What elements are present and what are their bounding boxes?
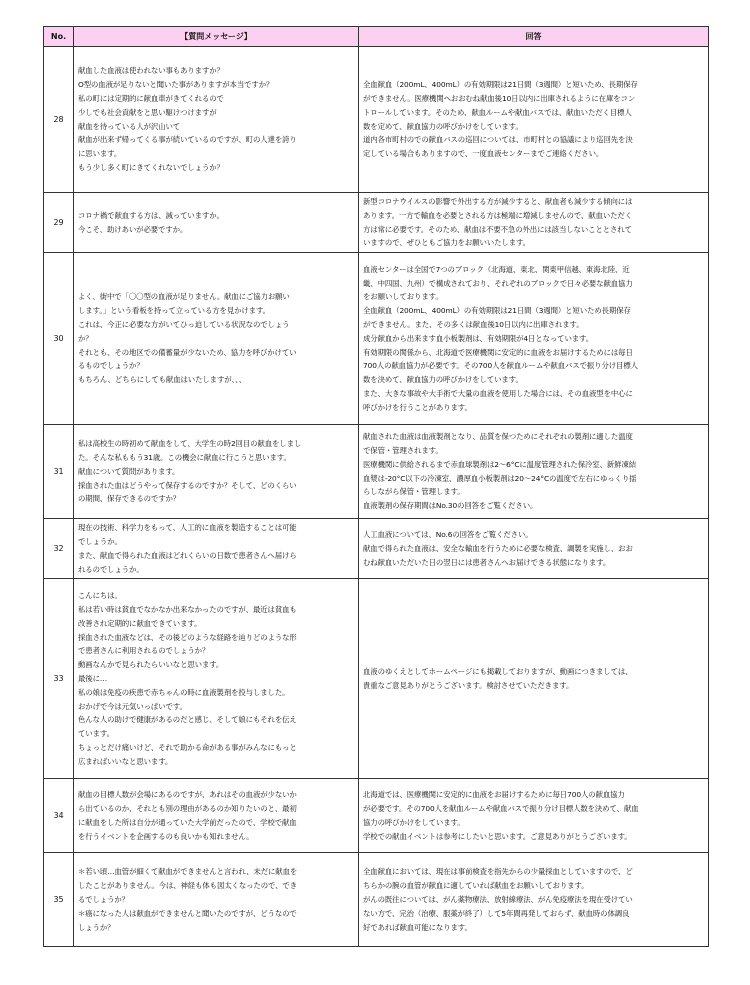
question-line: コロナ禍で献血する方は、減っていますか。 <box>78 210 224 220</box>
answer-line: 血漿は-20°C以下の冷凍室、濃厚血小板製剤は20～24°Cの温度で左右にゆっくり揺 <box>363 473 637 483</box>
answer-cell <box>359 47 709 193</box>
answer-line: で保管・管理されます。 <box>363 446 443 456</box>
answer-line: 新型コロナウイルスの影響で外出する方が減少すると、献血者も減少する傾向には <box>363 197 633 206</box>
question-line: 私の町には定期的に献血車がきてくれるので <box>78 93 224 103</box>
answer-cell <box>359 519 709 579</box>
question-line: それとも、その地区での備蓄量が少ないため、協力を呼びかけてい <box>78 347 297 357</box>
question-line: た。そんな私ももう31歳。この機会に献血に行こうと思います。 <box>78 452 291 462</box>
row-number: 30 <box>44 253 74 425</box>
table-row <box>44 853 709 947</box>
question-line: に献血をした所は自分が通っていた大学前だったので、学校で献血 <box>78 817 297 827</box>
answer-line: をお願いしております。 <box>363 292 443 302</box>
question-line: 私は高校生の時初めて献血をして、大学生の時2回目の献血をしまし <box>78 439 302 449</box>
question-line: で患者さんに利用されるのでしょうか？ <box>78 646 210 656</box>
answer-cell <box>359 779 709 853</box>
table-row <box>44 193 709 253</box>
question-line: 最後に… <box>78 673 108 683</box>
question-line: か？ <box>78 333 93 343</box>
answer-line: 呼びかけを行うことがあります。 <box>363 402 472 412</box>
question-line: こんにちは。 <box>78 591 122 601</box>
row-number: 28 <box>44 47 74 193</box>
answer-line: また、大きな事故や大手術で大量の血液を使用した場合には、その血液型を中心に <box>363 388 633 398</box>
answer-line: 有効期限の関係から、北海道で医療機関に安定的に血液をお届けするためには毎日 <box>363 347 633 357</box>
question-line: ＊癌になった人は献血ができませんと聞いたのですが、どうなので <box>78 908 297 918</box>
question-line: 採血された血液などは、その後どのような経路を辿りどのような形 <box>78 632 297 642</box>
row-number: 33 <box>44 579 74 779</box>
header-answer: 回答 <box>359 27 709 47</box>
answer-line: 畿、中四国、九州）で構成されており、それぞれのブロックで日々必要な献血協力 <box>363 278 633 288</box>
answer-cell <box>359 853 709 947</box>
row-number: 31 <box>44 425 74 519</box>
answer-line: 成分献血から出来ます血小板製剤は、有効期限が4日となっています。 <box>363 333 594 343</box>
question-line: 献血の目標人数が会場にあるのですが、あれはその血液が少ないか <box>78 790 297 800</box>
question-line: 改善され定期的に献血できています。 <box>78 618 202 628</box>
question-line: もちろん、どちらにしても献血はいたしますが、、、 <box>78 375 247 385</box>
question-line: もう少し多く町にきてくれないでしょうか？ <box>78 162 224 172</box>
question-line: また、献血で得られた血液はどれくらいの日数で患者さんへ届けら <box>78 550 297 560</box>
question-line: 広まればいいなと思います。 <box>78 756 173 766</box>
header-row <box>44 27 709 47</box>
answer-line: 血液のゆくえとしてホームページにも掲載しておりますが、動画につきましては、 <box>363 667 633 677</box>
answer-cell <box>359 425 709 519</box>
table-row <box>44 779 709 853</box>
row-number: 29 <box>44 193 74 253</box>
question-line: 献血が出来ず帰ってくる事が続いているのですが、町の人達を誇り <box>78 135 297 145</box>
answer-line: 学校での献血イベントは参考にしたいと思います。ご意見ありがとうございます。 <box>363 831 632 841</box>
answer-line: いますので、ぜひともご協力をお願いいたします。 <box>363 238 530 248</box>
answer-cell <box>359 253 709 425</box>
question-line: 動画なんかで見られたらいいなと思います。 <box>78 660 224 670</box>
answer-cell <box>359 193 709 253</box>
answer-line: ができません。また、その多くは献血後10日以内に出庫されます。 <box>363 319 584 329</box>
answer-line: あります。一方で輸血を必要とされる方は極端に増減しませんので、献血いただく <box>363 210 633 220</box>
table-row <box>44 253 709 425</box>
question-line: よく、街中で「〇〇型の血液が足りません。献血にご協力お願い <box>78 292 290 302</box>
answer-line: ができません。医療機関へおおむね献血後10日以内に出庫されるように在庫をコン <box>363 93 636 103</box>
question-line: るものでしょうか？ <box>78 361 144 371</box>
question-line: 色んな人の助けで健康があるのだと感じ、そして娘にもそれを伝え <box>78 715 297 725</box>
question-line: ＊若い頃…血管が細くて献血ができませんと言われ、未だに献血を <box>78 867 298 877</box>
question-line: おかげで今は元気いっぱいです。 <box>78 701 187 711</box>
question-line: 現在の技術、科学力をもって、人工的に血液を製造することは可能 <box>78 523 297 533</box>
answer-line: 貴重なご意見ありがとうございます。検討させていただきます。 <box>363 680 574 690</box>
question-cell <box>74 425 359 519</box>
question-line: れるのでしょうか。 <box>78 564 144 574</box>
answer-line: 人工血液については、No.6の回答をご覧ください。 <box>363 530 533 540</box>
row-number: 34 <box>44 779 74 853</box>
question-line: 私は若い時は貧血でなかなか出来なかったのですが、最近は貧血も <box>78 604 297 614</box>
answer-line: 全血献血（200mL、400mL）の有効期限は21日間（3週間）と短いため長期保存 <box>363 306 631 316</box>
answer-line: ちらかの腕の血管が献血に適していれば献血をお願いしております。 <box>363 881 589 891</box>
question-line: します。」という看板を持って立っている方を見かけます。 <box>78 306 270 316</box>
answer-line: むね献血いただいた日の翌日には患者さんへお届けできる状態になります。 <box>363 557 611 567</box>
header-question: 【質問メッセージ】 <box>74 27 359 47</box>
question-line: これは、今正に必要な方がいてひっ迫している状況なのでしょう <box>78 319 290 329</box>
question-line: に思います。 <box>78 149 122 159</box>
answer-line: 医療機関に供給されるまで赤血球製剤は2～6°Cに温度管理された保冷室、新鮮凍結 <box>363 459 637 469</box>
question-line: 献血を待っている人が沢山いて <box>78 121 181 131</box>
question-cell <box>74 519 359 579</box>
question-cell <box>74 253 359 425</box>
table-row <box>44 519 709 579</box>
question-cell <box>74 779 359 853</box>
table-row <box>44 579 709 779</box>
qa-table <box>43 26 709 947</box>
question-line: ています。 <box>78 729 114 739</box>
question-line: 献血について質問があります。 <box>78 466 180 476</box>
answer-line: 北海道では、医療機関に安定的に血液をお届けするために毎日700人の献血協力 <box>363 790 625 800</box>
answer-line: が必要です。その700人を献血ルームや献血バスで振り分け目標人数を決めて、献血 <box>363 804 639 814</box>
question-line: の期間、保存できるのですか？ <box>78 494 181 504</box>
row-number: 35 <box>44 853 74 947</box>
question-cell <box>74 47 359 193</box>
question-line: O型の血液が足りないと聞いた事がありますが本当ですか？ <box>78 80 274 90</box>
table-row <box>44 47 709 193</box>
answer-line: がんの既往については、がん薬物療法、放射線療法、がん免疫療法を現在受けてい <box>363 894 633 904</box>
question-line: ちょっとだけ痛いけど、それで助かる命がある事がみんなにもっと <box>78 742 297 752</box>
answer-line: 献血で得られた血液は、安全な輸血を行うために必要な検査、調製を実施し、おお <box>363 543 633 553</box>
question-line: 今こそ、助けあいが必要ですか。 <box>78 224 188 234</box>
answer-line: 数を決めて、献血協力の呼びかけをしています。 <box>363 375 523 385</box>
answer-line: ない方で、完治（治療、服薬が終了）して5年間再発しておらず、献血時の体調良 <box>363 908 630 918</box>
answer-line: 方は常に必要です。そのため、献血は不要不急の外出には該当しないこととされて <box>363 224 632 234</box>
answer-line: 協力の呼びかけをしています。 <box>363 817 465 827</box>
question-line: るでしょうか？ <box>78 894 129 904</box>
question-line: でしょうか。 <box>78 536 122 546</box>
row-number: 32 <box>44 519 74 579</box>
question-line: 採血された血はどうやって保存するのですか？そして、どのくらい <box>78 480 297 490</box>
question-line: したことがありません。今は、神経も体も図太くなったので、でき <box>78 881 298 891</box>
question-line: 献血した血液は使われない事もありますか？ <box>78 66 224 76</box>
header-no: No. <box>44 27 74 47</box>
answer-line: 血液センターは全国で7つのブロック（北海道、東北、関東甲信越、東海北陸、近 <box>363 264 630 274</box>
answer-line: 全血献血においては、現在は事前検査を指先からの少量採血としていますので、ど <box>363 867 633 877</box>
answer-line: トロールしています。そのため、献血ルームや献血バスでは、献血いただく目標人 <box>363 107 632 117</box>
question-cell <box>74 579 359 779</box>
answer-line: 全血献血（200mL、400mL）の有効期限は21日間（3週間）と短いため、長期保存 <box>363 80 638 90</box>
question-cell <box>74 853 359 947</box>
answer-line: 好であれば献血可能になります。 <box>363 922 472 932</box>
question-line: ら出ているのか、それとも別の理由があるのか知りたいのと、最初 <box>78 804 297 814</box>
answer-line: 血液製剤の保存期間はNo.30の回答をご覧ください。 <box>363 501 538 511</box>
answer-line: 700人の献血協力が必要です。その700人を献血ルームや献血バスで振り分け目標人 <box>363 361 638 371</box>
question-cell <box>74 193 359 253</box>
answer-line: 道内各市町村のでの献血バスの巡回については、市町村との協議により巡回先を決 <box>363 135 633 145</box>
answer-line: 数を定めて、献血協力の呼びかけをしています。 <box>363 121 523 131</box>
question-line: しょうか？ <box>78 922 115 932</box>
answer-cell <box>359 579 709 779</box>
answer-line: らしながら保管・管理します。 <box>363 487 465 497</box>
question-line: 少しでも社会貢献をと思い駆けつけますが <box>78 107 217 117</box>
question-line: 私の娘は免疫の疾患で赤ちゃんの時に血液製剤を投与しました。 <box>78 687 290 697</box>
answer-line: 献血された血液は血液製剤となり、品質を保つためにそれぞれの製剤に適した温度 <box>363 432 633 442</box>
question-line: を行うイベントを企画するのも良いかも知れません。 <box>78 831 254 841</box>
table-row <box>44 425 709 519</box>
answer-line: 定している場合もありますので、一度血液センターまでご連絡ください。 <box>363 149 604 159</box>
